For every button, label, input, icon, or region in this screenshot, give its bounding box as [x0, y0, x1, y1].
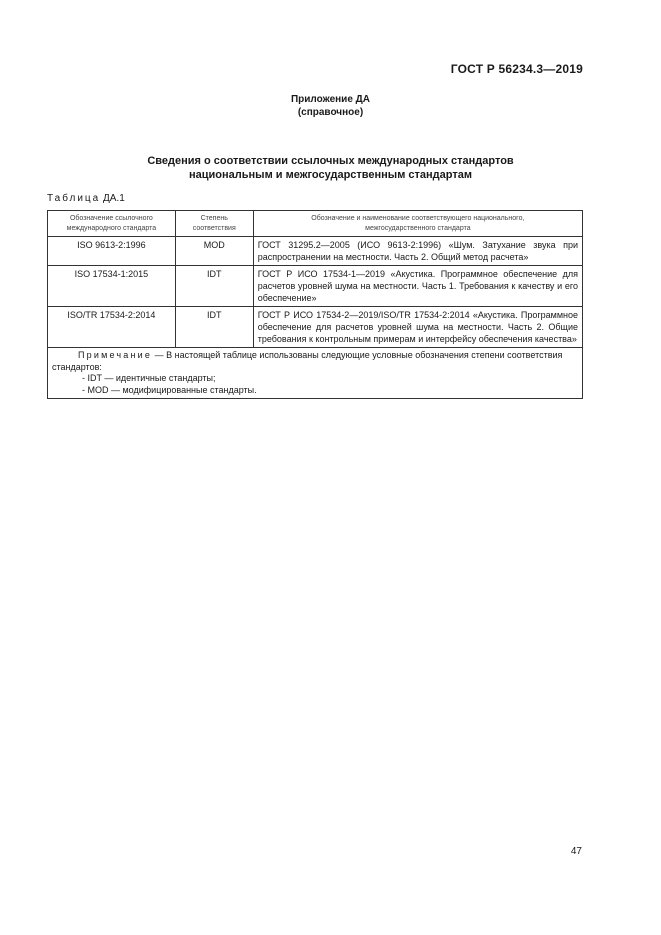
appendix-title: Приложение ДА [290, 94, 371, 105]
cell-description: ГОСТ 31295.2—2005 (ИСО 9613-2:1996) «Шум. Затухание звука при распространении на местности. Часть 2. Общий метод расчета» [253, 237, 582, 266]
section-title [0, 154, 661, 182]
table-row [48, 266, 583, 307]
note-item-idt: - IDT — идентичные стандарты; [82, 373, 216, 383]
note-item-mod: - MOD — модифицированные стандарты. [82, 384, 257, 395]
header-degree: Степень соответствия [175, 211, 253, 237]
correspondence-table [47, 210, 583, 399]
header-national-standard: Обозначение и наименование соответствующего национального, межгосударственного стандарта [253, 211, 582, 237]
table-row [48, 237, 583, 266]
cell-description: ГОСТ Р ИСО 17534-2—2019/ISO/TR 17534-2:2014 «Акустика. Программное обеспечение для расчетов уровней шума на местности. Часть 2. Общие требования к контрольным примерам и интерфейсу обеспечения качества» [253, 307, 582, 348]
table-label-word: Таблица [47, 193, 101, 204]
page-number: 47 [570, 846, 582, 857]
cell-reference: ISO/TR 17534-2:2014 [48, 307, 176, 348]
section-title-line-1: Сведения о соответствии ссылочных международных стандартов [147, 155, 514, 167]
cell-degree: IDT [175, 307, 253, 348]
cell-reference: ISO 17534-1:2015 [48, 266, 176, 307]
appendix-heading [0, 93, 661, 119]
section-title-line-2: национальным и межгосударственным стандартам [189, 169, 472, 181]
table-row [48, 307, 583, 348]
appendix-subtitle: (справочное) [297, 107, 364, 118]
note-text: Примечание — В настоящей таблице использованы следующие условные обозначения степени соответствия стандартов: [52, 350, 563, 372]
document-code: ГОСТ Р 56234.3—2019 [450, 62, 583, 76]
table-header-row [48, 211, 583, 237]
header-reference-standard: Обозначение ссылочного международного стандарта [48, 211, 176, 237]
table-note [48, 348, 583, 399]
note-label: Примечание [78, 350, 153, 360]
table-label-number: ДА.1 [103, 193, 125, 204]
table-label [47, 193, 125, 204]
cell-degree: IDT [175, 266, 253, 307]
cell-degree: MOD [175, 237, 253, 266]
table-note-row [48, 348, 583, 399]
cell-reference: ISO 9613-2:1996 [48, 237, 176, 266]
cell-description: ГОСТ Р ИСО 17534-1—2019 «Акустика. Программное обеспечение для расчетов уровней шума на местности. Часть 1. Требования к качеству и его обеспечение» [253, 266, 582, 307]
